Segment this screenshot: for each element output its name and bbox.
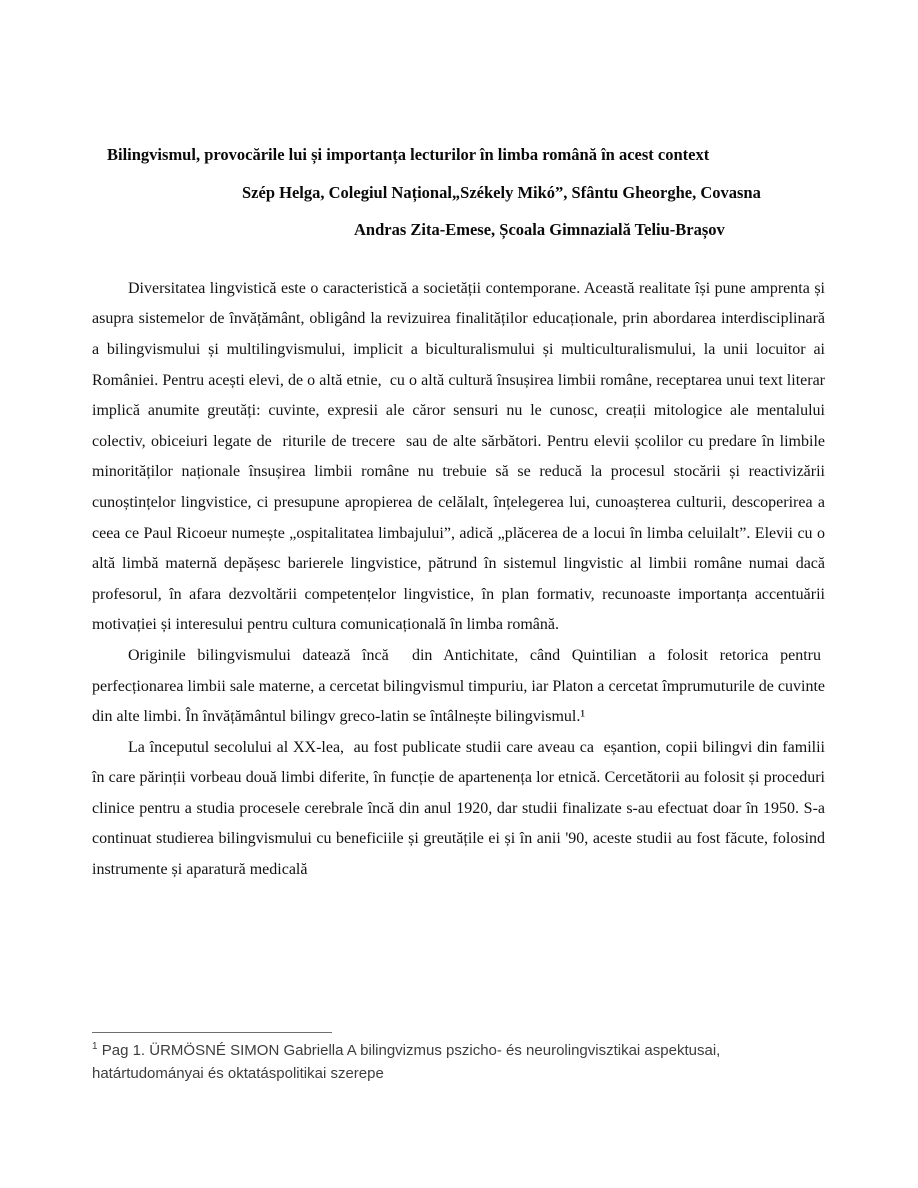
footnote bbox=[92, 1040, 832, 1085]
author-line-1: Szép Helga, Colegiul Național„Székely Mikó”, Sfântu Gheorghe, Covasna bbox=[242, 182, 761, 202]
document-title: Bilingvismul, provocările lui și importanța lecturilor în limba română în acest context bbox=[107, 145, 710, 164]
paragraph-2: Originile bilingvismului datează încă din Antichitate, când Quintilian a folosit retorica pentru perfecționarea limbii sale materne, a cercetat bilingvismul timpuriu, iar Platon a cercetat împrumuturile de cuvinte din alte limbi. În învățământul bilingv greco-latin se întâlnește bilingvismul.¹ bbox=[92, 646, 825, 726]
document-content bbox=[92, 136, 825, 886]
heading-block bbox=[92, 136, 825, 249]
paragraph-3: La începutul secolului al XX-lea, au fost publicate studii care aveau ca eșantion, copii bilingvi din familii în care părinții vorbeau două limbi diferite, în funcție de apartenența lor etnică. Cercetătorii au folosit și proceduri clinice pentru a studia procesele cerebrale încă din anul 1920, dar studii finalizate s-au efectuat doar în 1950. S-a continuat studierea bilingvismului cu beneficiile și greutățile ei și în anii '90, aceste studii au fost făcute, folosind instrumente și aparatură medicală bbox=[92, 738, 825, 879]
footnote-area bbox=[92, 1032, 832, 1085]
paragraph-1: Diversitatea lingvistică este o caracteristică a societății contemporane. Această realitate își pune amprenta și asupra sistemelor de învățământ, obligând la revizuirea finalităților educaționale, prin abordarea interdisciplinară a bilingvismului și multilingvismului, implicit a biculturalismului și multiculturalismului, la unii locuitor ai României. Pentru acești elevi, de o altă etnie, cu o altă cultură însușirea limbii române, receptarea unui text literar implică anumite greutăți: cuvinte, expresii ale căror sensuri nu le cunosc, creații mitologice ale mentalului colectiv, obiceiuri legate de riturile de trecere sau de alte sărbători. Pentru elevii școlilor cu predare în limbile minorităților naționale însușirea limbii române nu trebuie să se reducă la procesul stocării și reactivizării cunoștințelor lingvistice, ci presupune apropierea de celălalt, înțelegerea lui, cunoașterea culturii, descoperirea a ceea ce Paul Ricoeur numește „ospitalitatea limbajului”, adică „plăcerea de a locui în limba celuilalt”. Elevii cu o altă limbă maternă depășesc barierele lingvistice, pătrund în sistemul lingvistic al limbii române numai dacă profesorul, în afara dezvoltării competențelor lingvistice, în plan formativ, recunoaste importanța accentuării motivației și interesului pentru cultura comunicațională în limba română. bbox=[92, 279, 825, 634]
footnote-separator bbox=[92, 1032, 332, 1033]
footnote-marker: 1 bbox=[92, 1041, 98, 1052]
body-text bbox=[92, 274, 825, 886]
author-line-2: Andras Zita-Emese, Școala Gimnazială Teliu-Brașov bbox=[354, 220, 725, 240]
footnote-text: Pag 1. ÜRMÖSNÉ SIMON Gabriella A bilingvizmus pszicho- és neurolingvisztikai aspektusai, határtudományai és oktatáspolitikai szerepe bbox=[92, 1042, 721, 1082]
